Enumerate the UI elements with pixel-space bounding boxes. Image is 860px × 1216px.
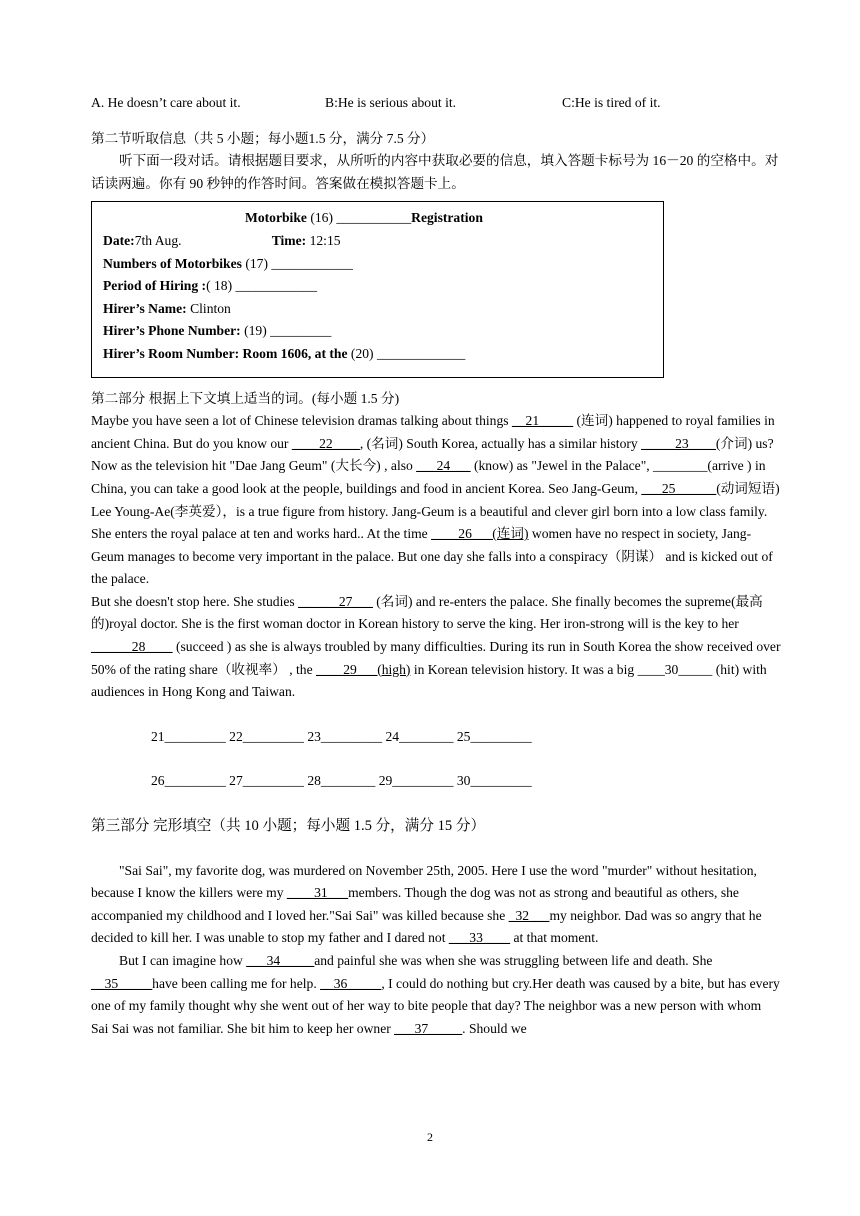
part3-paragraph-2: [91, 950, 781, 1040]
text: (succeed ) as she is always troubled by many difficulties. During its run in South Korea the show received over 50% of the rating share（收视率） , the: [91, 639, 781, 677]
blank-31: ____31___: [286, 885, 349, 901]
form-name-row: [103, 298, 652, 321]
answer-row-1: 21_________ 22_________ 23_________ 24________ 25_________: [151, 728, 532, 744]
answer-lines: [91, 726, 781, 793]
motorbikes-label: Numbers of Motorbikes: [103, 255, 242, 271]
blank-36: __36_____: [320, 975, 382, 991]
blank-33: ___33____: [448, 930, 511, 946]
option-b: B:He is serious about it.: [325, 95, 457, 110]
text: (动词短语) Lee Young-Ae(李英爱），is a true figure from history. Jang-Geum is a beautiful and clever girl born into a low class family. She enters the royal palace at ten and works hard.. At the time: [91, 480, 780, 542]
phone-label: Hirer’s Phone Number:: [103, 323, 241, 339]
form-title: [103, 207, 652, 230]
blank-29: ____29___(high): [316, 661, 411, 677]
blank-22: ____22____: [291, 435, 360, 451]
text: (know) as "Jewel in the Palace", ________(arrive ) in China, you can take a good look at the people, buildings and food in ancient Korea. Seo Jang-Geum,: [91, 458, 766, 496]
blank-25: ___25______: [641, 480, 717, 496]
text: (连词) happened to royal families in ancient China. But do you know our: [91, 413, 775, 451]
form-phone-row: [103, 320, 652, 343]
form-motorbikes-row: [103, 253, 652, 276]
blank-23: _____23____: [641, 435, 716, 451]
name-value: Clinton: [186, 300, 231, 316]
answer-options: [91, 92, 781, 115]
blank-37: ___37_____: [394, 1020, 463, 1036]
period-label: Period of Hiring :: [103, 278, 207, 294]
text: members. Though the dog was not as strong and beautiful as others, she accompanied my childhood and I loved her."Sai Sai" was killed because she: [91, 885, 739, 923]
option-c: C:He is tired of it.: [562, 95, 661, 110]
blank-21: __21_____: [511, 413, 574, 429]
period-value: ( 18) ____________: [206, 278, 318, 294]
blank-32: _32___: [508, 907, 550, 923]
form-title-a: Motorbike: [245, 210, 307, 226]
option-a: A. He doesn’t care about it.: [91, 95, 241, 110]
text: But she doesn't stop here. She studies: [91, 593, 299, 609]
text: and painful she was when she was struggling between life and death. She: [314, 953, 713, 968]
page-number: 2: [427, 1130, 433, 1144]
form-room-row: [103, 343, 652, 366]
form-period-row: [103, 275, 652, 298]
part3-passage: [91, 860, 781, 1041]
text: Maybe you have seen a lot of Chinese television dramas talking about things: [91, 413, 512, 429]
text: my neighbor. Dad was so angry that he decided to kill her. I was unable to stop my father and I dared not: [91, 907, 762, 946]
form-title-c: Registration: [411, 210, 483, 226]
blank-35: __35_____: [91, 975, 153, 991]
document-page: [91, 92, 781, 1040]
motorbikes-value: (17) ____________: [241, 255, 353, 271]
text: (名词) and re-enters the palace. She finally becomes the supreme(最高的)royal doctor. She is the first woman doctor in Korean history to serve the king. Her iron-strong will is the key to her: [91, 593, 763, 632]
text: (介词) us?Now as the television hit "Dae Jang Geum" (大长今) , also: [91, 435, 774, 474]
blank-28: ______28____: [91, 639, 173, 655]
room-label: Hirer’s Room Number: Room 1606, at the: [103, 345, 348, 361]
text: But I can imagine how: [119, 953, 247, 968]
blank-34: ___34_____: [246, 953, 315, 968]
text: women have no respect in society, Jang-Geum manages to become very important in the palace. But one day she falls into a conspiracy（阴谋） and is kicked out of the palace.: [91, 526, 773, 587]
text: , (名词) South Korea, actually has a similar history: [359, 435, 642, 451]
blank-24: ___24___: [416, 458, 471, 474]
part2-heading: 第二部分 根据上下文填上适当的词。(每小题 1.5 分): [91, 390, 400, 406]
date-value: 7th Aug.: [134, 232, 182, 248]
blank-27: ______27___: [298, 593, 373, 609]
text: , I could do nothing but cry.Her death was caused by a bite, but has every one of my family thought why she went out of her way to bite people that day? The neighbor was a new person with whom Sai Sai was not familiar. She bit him to keep her owner: [91, 975, 780, 1036]
time-label: Time:: [271, 232, 307, 248]
form-title-blank: (16) ___________: [306, 210, 412, 226]
date-label: Date:: [103, 232, 135, 248]
text: in Korean television history. It was a big ____30_____ (hit) with audiences in Hong Kong and Taiwan.: [91, 661, 767, 700]
text: have been calling me for help.: [152, 975, 321, 991]
part2-paragraph-2: [91, 591, 781, 704]
section2-instructions: 听下面一段对话。请根据题目要求，从所听的内容中获取必要的信息，填入答题卡标号为 16－20 的空格中。对话读两遍。你有 90 秒钟的作答时间。答案做在模拟答题卡上。: [91, 153, 779, 191]
part3-paragraph-1: [91, 860, 781, 950]
form-date-row: [103, 230, 652, 253]
part3-heading: 第三部分 完形填空（共 10 小题；每小题 1.5 分，满分 15 分）: [91, 818, 486, 835]
text: "Sai Sai", my favorite dog, was murdered on November 25th, 2005. Here I use the word "murder" without hesitation, because I know the killers were my: [91, 862, 757, 901]
blank-26: ____26___(连词): [431, 526, 529, 542]
time-value: 12:15: [306, 232, 341, 248]
text: . Should we: [462, 1020, 527, 1036]
name-label: Hirer’s Name:: [103, 300, 187, 316]
section2-heading: 第二节听取信息（共 5 小题；每小题1.5 分，满分 7.5 分）: [91, 130, 435, 146]
answer-row-2: 26_________ 27_________ 28________ 29_________ 30_________: [151, 773, 532, 789]
phone-value: (19) _________: [240, 323, 332, 339]
text: at that moment.: [510, 930, 599, 946]
room-value: (20) _____________: [347, 345, 466, 361]
registration-form-box: [91, 201, 664, 377]
part2-paragraph-1: [91, 410, 781, 591]
